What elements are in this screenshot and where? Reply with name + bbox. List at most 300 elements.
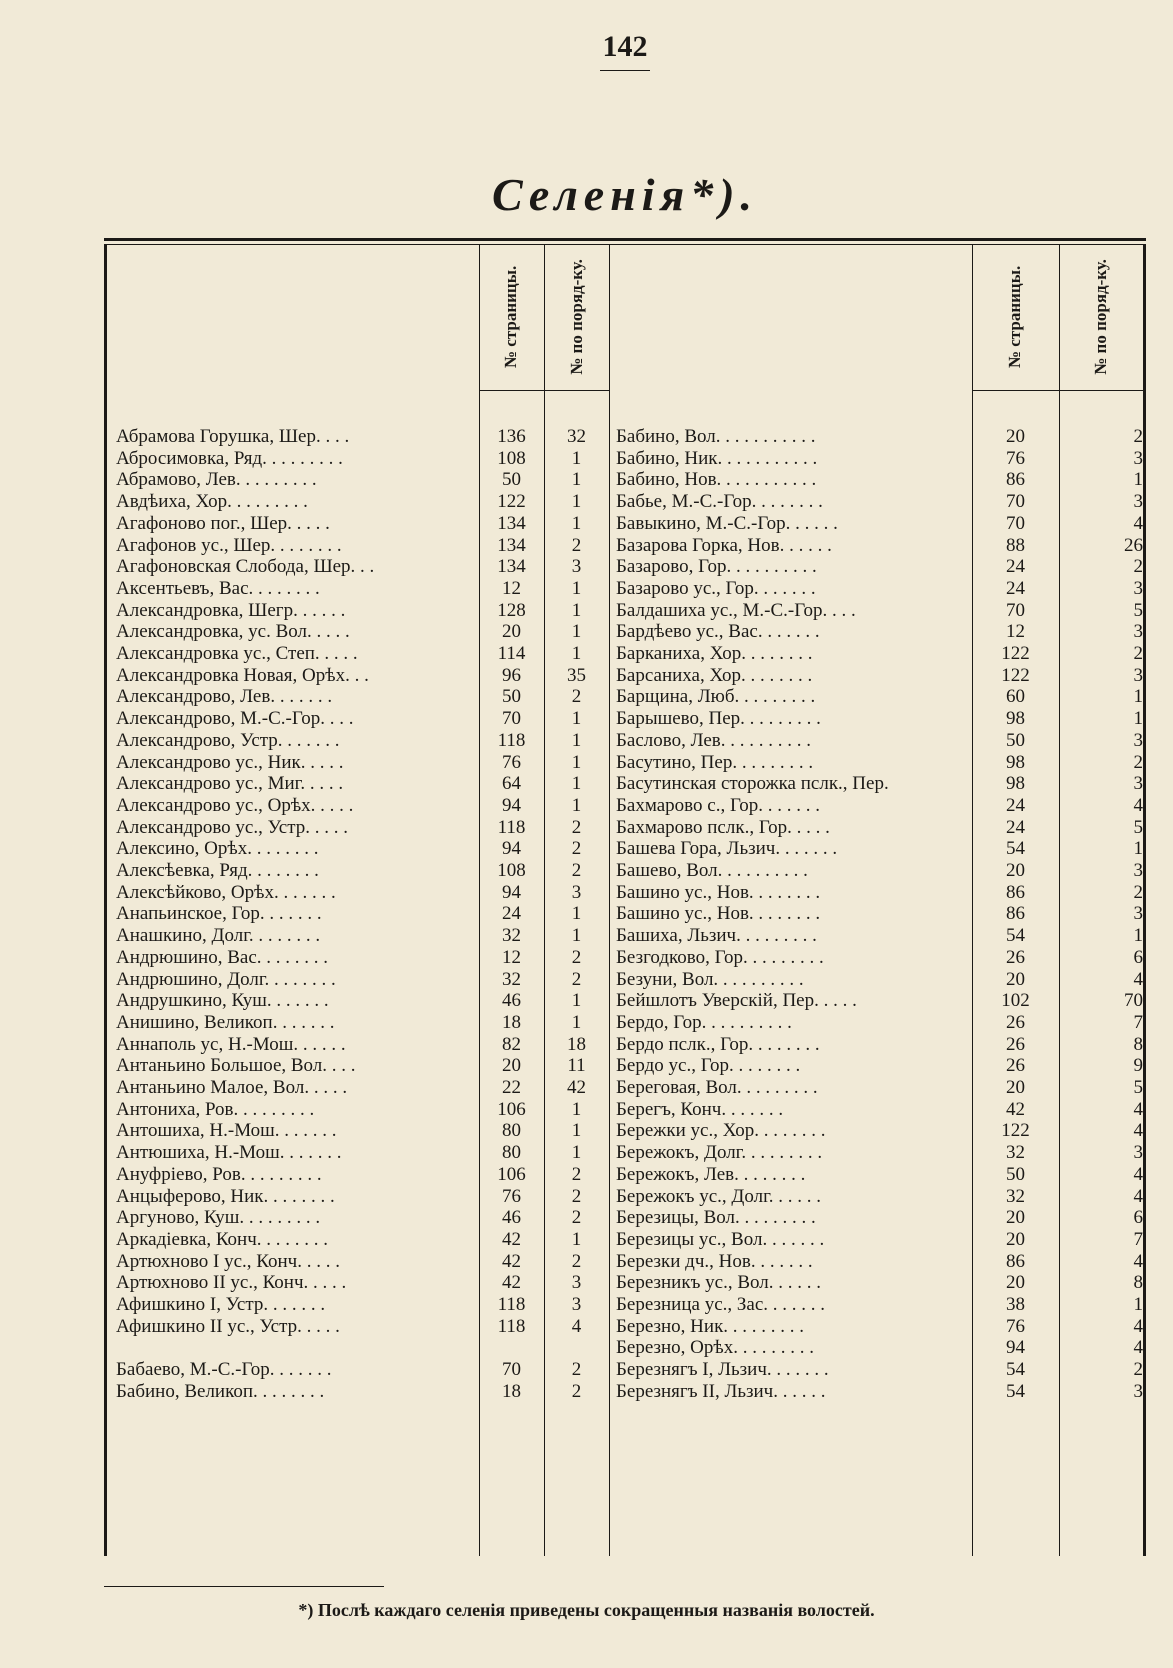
left-order-number: 1 bbox=[571, 599, 582, 621]
right-village-name: Безуни, Вол. . . . . . . . . . bbox=[616, 968, 804, 990]
right-village-name: Барышево, Пер. . . . . . . . . bbox=[616, 708, 821, 730]
right-village-name: Берегъ, Конч. . . . . . . bbox=[616, 1098, 784, 1120]
right-order-number: 5 bbox=[1133, 816, 1143, 838]
left-order-number: 1 bbox=[571, 512, 582, 534]
left-village-name: Артюхново II ус., Конч. . . . . bbox=[116, 1272, 347, 1294]
right-page-number: 20 bbox=[1006, 860, 1025, 881]
left-order-number: 1 bbox=[571, 469, 582, 491]
left-page-number: 118 bbox=[497, 816, 526, 838]
right-order-number: 4 bbox=[1133, 794, 1143, 816]
left-order-number: 1 bbox=[571, 447, 582, 469]
left-page-number: 114 bbox=[497, 643, 526, 664]
right-village-name: Бережокъ, Долг. . . . . . . . . bbox=[616, 1142, 823, 1164]
left-page-number: 80 bbox=[502, 1120, 521, 1142]
left-order-number: 2 bbox=[571, 946, 582, 968]
right-page-number: 54 bbox=[1006, 1359, 1025, 1381]
right-page-number: 12 bbox=[1006, 621, 1025, 643]
right-village-name: Балдашиха ус., М.-С.-Гор. . . . bbox=[616, 599, 856, 621]
right-village-name: Бережки ус., Хор. . . . . . . . bbox=[616, 1120, 826, 1142]
right-village-name: Бавыкино, М.-С.-Гор. . . . . . bbox=[616, 512, 838, 534]
right-order-number: 4 bbox=[1133, 1185, 1143, 1207]
left-village-name: Антаньино Малое, Вол. . . . . bbox=[116, 1077, 348, 1098]
right-order-number: 4 bbox=[1133, 1250, 1143, 1272]
table-row bbox=[104, 513, 1146, 535]
left-order-number: 1 bbox=[571, 1142, 582, 1164]
left-page-number: 12 bbox=[502, 577, 521, 599]
right-order-number: 4 bbox=[1133, 968, 1143, 990]
left-page-number: 76 bbox=[502, 1185, 521, 1207]
right-page-number: 24 bbox=[1006, 794, 1025, 816]
left-village-name: Александрово, М.-С.-Гор. . . . bbox=[116, 708, 354, 730]
right-page-number: 26 bbox=[1006, 1055, 1025, 1077]
table-row bbox=[104, 600, 1146, 622]
right-village-name: Башево, Вол. . . . . . . . . . bbox=[616, 860, 808, 881]
table-row bbox=[104, 1034, 1146, 1056]
table-row bbox=[104, 1251, 1146, 1273]
right-order-number: 70 bbox=[1124, 990, 1143, 1012]
left-village-name: Алексино, Орѣх. . . . . . . . bbox=[116, 838, 319, 860]
left-page-number: 134 bbox=[497, 512, 526, 534]
right-village-name: Базарово ус., Гор. . . . . . . bbox=[616, 577, 816, 599]
right-page-number: 38 bbox=[1006, 1294, 1025, 1315]
table-row bbox=[104, 860, 1146, 882]
left-order-number: 1 bbox=[571, 643, 582, 664]
left-page-number: 22 bbox=[502, 1077, 521, 1098]
left-order-number: 2 bbox=[571, 860, 582, 881]
table-row bbox=[104, 1337, 1146, 1359]
left-order-number: 2 bbox=[571, 968, 582, 990]
right-page-number: 70 bbox=[1006, 599, 1025, 621]
right-order-number: 3 bbox=[1133, 1380, 1143, 1402]
left-village-name: Аргуново, Куш. . . . . . . . . bbox=[116, 1207, 321, 1229]
right-order-number: 7 bbox=[1133, 1228, 1143, 1250]
table-row bbox=[104, 1229, 1146, 1251]
right-page-number: 94 bbox=[1006, 1337, 1025, 1359]
table-row bbox=[104, 1142, 1146, 1164]
table-row bbox=[104, 1272, 1146, 1294]
right-village-name: Бердо, Гор. . . . . . . . . . bbox=[616, 1011, 792, 1033]
header-left-order: № по поряд-ку. bbox=[566, 259, 586, 375]
right-order-number: 1 bbox=[1133, 925, 1143, 947]
village-index-table bbox=[104, 238, 1146, 1556]
table-row bbox=[104, 1012, 1146, 1034]
right-village-name: Базарово, Гор. . . . . . . . . . bbox=[616, 556, 817, 578]
header-left-page: № страницы. bbox=[501, 265, 521, 369]
right-village-name: Башино ус., Нов. . . . . . . . bbox=[616, 903, 821, 925]
right-village-name: Березникъ ус., Вол. . . . . . bbox=[616, 1272, 821, 1294]
left-page-number: 106 bbox=[497, 1098, 526, 1120]
right-page-number: 122 bbox=[1001, 664, 1030, 686]
left-village-name: Андрушкино, Куш. . . . . . . bbox=[116, 990, 329, 1012]
right-page-number: 32 bbox=[1006, 1142, 1025, 1164]
right-village-name: Барсаниха, Хор. . . . . . . . bbox=[616, 664, 813, 686]
left-page-number: 70 bbox=[502, 708, 521, 730]
page-number: 142 bbox=[602, 30, 648, 63]
right-page-number: 32 bbox=[1006, 1185, 1025, 1207]
right-order-number: 3 bbox=[1133, 729, 1143, 751]
right-page-number: 24 bbox=[1006, 816, 1025, 838]
right-page-number: 54 bbox=[1006, 925, 1025, 947]
left-village-name: Андрюшино, Вас. . . . . . . . bbox=[116, 946, 329, 968]
left-order-number: 18 bbox=[567, 1033, 586, 1055]
left-page-number: 94 bbox=[502, 838, 521, 860]
table-row bbox=[104, 1316, 1146, 1338]
right-village-name: Бердо пслк., Гор. . . . . . . . bbox=[616, 1033, 820, 1055]
right-page-number: 70 bbox=[1006, 491, 1025, 513]
table-row bbox=[104, 578, 1146, 600]
table-row bbox=[104, 1207, 1146, 1229]
right-village-name: Башева Гора, Льзич. . . . . . . bbox=[616, 838, 838, 860]
left-page-number: 46 bbox=[502, 990, 521, 1012]
left-village-name: Агафонов ус., Шер. . . . . . . . bbox=[116, 534, 342, 556]
right-order-number: 3 bbox=[1133, 577, 1143, 599]
left-page-number: 94 bbox=[502, 794, 521, 816]
right-village-name: Бабино, Нов. . . . . . . . . . . bbox=[616, 469, 817, 491]
table-row bbox=[104, 1077, 1146, 1099]
left-village-name: Антаньино Большое, Вол. . . . bbox=[116, 1055, 356, 1077]
right-village-name: Бабье, М.-С.-Гор. . . . . . . . bbox=[616, 491, 823, 513]
left-order-number: 1 bbox=[571, 1011, 582, 1033]
header-underline-left bbox=[479, 390, 609, 391]
table-row bbox=[104, 838, 1146, 860]
left-order-number: 2 bbox=[571, 1163, 582, 1185]
right-village-name: Басутинская сторожка пслк., Пер. bbox=[616, 773, 889, 795]
left-page-number: 42 bbox=[502, 1272, 521, 1294]
page-title: Селенія*). bbox=[491, 169, 759, 220]
right-order-number: 2 bbox=[1133, 556, 1143, 578]
footnote-rule bbox=[104, 1586, 384, 1587]
table-row bbox=[104, 947, 1146, 969]
right-page-number: 60 bbox=[1006, 686, 1025, 708]
right-page-number: 20 bbox=[1006, 1228, 1025, 1250]
right-page-number: 42 bbox=[1006, 1098, 1025, 1120]
table-row bbox=[104, 535, 1146, 557]
right-order-number: 4 bbox=[1133, 1098, 1143, 1120]
right-order-number: 1 bbox=[1133, 686, 1143, 708]
left-page-number: 108 bbox=[497, 447, 526, 469]
table-row bbox=[104, 1055, 1146, 1077]
left-page-number: 82 bbox=[502, 1033, 521, 1055]
right-order-number: 8 bbox=[1133, 1033, 1143, 1055]
right-order-number: 8 bbox=[1133, 1272, 1143, 1294]
left-village-name: Афишкино II ус., Устр. . . . . bbox=[116, 1315, 340, 1337]
left-village-name: Александровка, ус. Вол. . . . . bbox=[116, 621, 350, 643]
table-row bbox=[104, 1359, 1146, 1381]
left-order-number: 2 bbox=[571, 534, 582, 556]
right-village-name: Березно, Орѣх. . . . . . . . . bbox=[616, 1337, 814, 1359]
right-page-number: 98 bbox=[1006, 773, 1025, 795]
left-page-number: 50 bbox=[502, 686, 521, 708]
left-page-number: 12 bbox=[502, 946, 521, 968]
right-order-number: 4 bbox=[1133, 1120, 1143, 1142]
table-row bbox=[104, 925, 1146, 947]
table-row bbox=[104, 1186, 1146, 1208]
left-page-number: 64 bbox=[502, 773, 521, 795]
left-village-name: Александрово, Лев. . . . . . . bbox=[116, 686, 333, 708]
table-row bbox=[104, 1381, 1146, 1403]
right-village-name: Березнягъ I, Льзич. . . . . . . bbox=[616, 1359, 829, 1381]
table-row bbox=[104, 448, 1146, 470]
left-page-number: 50 bbox=[502, 469, 521, 491]
left-order-number: 1 bbox=[571, 491, 582, 513]
left-village-name: Анашкино, Долг. . . . . . . . bbox=[116, 925, 321, 947]
left-order-number: 2 bbox=[571, 1207, 582, 1229]
left-village-name: Бабино, Великоп. . . . . . . . bbox=[116, 1380, 325, 1402]
left-village-name: Антюшиха, Н.-Мош. . . . . . . bbox=[116, 1142, 342, 1164]
right-village-name: Березница ус., Зас. . . . . . . bbox=[616, 1294, 826, 1315]
right-order-number: 1 bbox=[1133, 1294, 1143, 1315]
left-village-name: Абрамово, Лев. . . . . . . . . bbox=[116, 469, 317, 491]
left-order-number: 1 bbox=[571, 773, 582, 795]
table-top-rule bbox=[104, 238, 1146, 241]
left-order-number: 1 bbox=[571, 729, 582, 751]
left-village-name: Авдѣиха, Хор. . . . . . . . . bbox=[116, 491, 308, 513]
right-page-number: 20 bbox=[1006, 1207, 1025, 1229]
right-order-number: 9 bbox=[1133, 1055, 1143, 1077]
left-village-name: Александрово ус., Орѣх. . . . . bbox=[116, 794, 354, 816]
left-order-number: 1 bbox=[571, 1120, 582, 1142]
table-row bbox=[104, 882, 1146, 904]
left-page-number: 76 bbox=[502, 751, 521, 773]
left-order-number: 1 bbox=[571, 1098, 582, 1120]
table-row bbox=[104, 708, 1146, 730]
left-page-number: 128 bbox=[497, 599, 526, 621]
right-order-number: 4 bbox=[1133, 1163, 1143, 1185]
left-page-number: 108 bbox=[497, 860, 526, 881]
left-order-number: 1 bbox=[571, 751, 582, 773]
right-order-number: 3 bbox=[1133, 903, 1143, 925]
table-row bbox=[104, 990, 1146, 1012]
table-row bbox=[104, 730, 1146, 752]
left-village-name: Антониха, Ров. . . . . . . . . bbox=[116, 1098, 315, 1120]
right-page-number: 20 bbox=[1006, 968, 1025, 990]
left-page-number: 20 bbox=[502, 621, 521, 643]
right-page-number: 50 bbox=[1006, 1163, 1025, 1185]
left-village-name: Алексѣйково, Орѣх. . . . . . . bbox=[116, 881, 336, 903]
left-village-name: Аннаполь ус, Н.-Мош. . . . . . bbox=[116, 1033, 346, 1055]
right-page-number: 76 bbox=[1006, 447, 1025, 469]
left-order-number: 3 bbox=[571, 881, 582, 903]
left-order-number: 2 bbox=[571, 686, 582, 708]
left-village-name: Александрово ус., Устр. . . . . bbox=[116, 816, 348, 838]
right-page-number: 86 bbox=[1006, 1250, 1025, 1272]
left-village-name: Афишкино I, Устр. . . . . . . bbox=[116, 1294, 326, 1315]
right-order-number: 5 bbox=[1133, 599, 1143, 621]
left-order-number: 1 bbox=[571, 794, 582, 816]
right-village-name: Бабино, Ник. . . . . . . . . . . bbox=[616, 447, 818, 469]
left-page-number: 18 bbox=[502, 1011, 521, 1033]
right-order-number: 3 bbox=[1133, 860, 1143, 881]
right-village-name: Бердо ус., Гор. . . . . . . . bbox=[616, 1055, 801, 1077]
right-page-number: 54 bbox=[1006, 1380, 1025, 1402]
left-order-number: 4 bbox=[571, 1315, 582, 1337]
right-order-number: 2 bbox=[1133, 426, 1143, 447]
left-village-name: Бабаево, М.-С.-Гор. . . . . . . bbox=[116, 1359, 332, 1381]
left-village-name: Александрово ус., Миг. . . . . bbox=[116, 773, 344, 795]
left-village-name: Ануфріево, Ров. . . . . . . . . bbox=[116, 1163, 322, 1185]
left-order-number: 1 bbox=[571, 1228, 582, 1250]
left-order-number: 1 bbox=[571, 708, 582, 730]
right-order-number: 3 bbox=[1133, 447, 1143, 469]
right-order-number: 3 bbox=[1133, 491, 1143, 513]
right-village-name: Березицы ус., Вол. . . . . . . bbox=[616, 1228, 825, 1250]
right-page-number: 26 bbox=[1006, 1033, 1025, 1055]
left-page-number: 136 bbox=[497, 426, 526, 447]
right-page-number: 98 bbox=[1006, 708, 1025, 730]
right-village-name: Бережокъ ус., Долг. . . . . . bbox=[616, 1185, 822, 1207]
left-village-name: Абросимовка, Ряд. . . . . . . . . bbox=[116, 447, 343, 469]
right-village-name: Березнягъ II, Льзич. . . . . . bbox=[616, 1380, 826, 1402]
left-village-name: Агафоново пог., Шер. . . . . bbox=[116, 512, 330, 534]
left-village-name: Александрово, Устр. . . . . . . bbox=[116, 729, 340, 751]
left-village-name: Алексѣевка, Ряд. . . . . . . . bbox=[116, 860, 319, 881]
table-row bbox=[104, 665, 1146, 687]
right-village-name: Басутино, Пер. . . . . . . . . bbox=[616, 751, 814, 773]
left-order-number: 35 bbox=[567, 664, 586, 686]
right-order-number: 1 bbox=[1133, 469, 1143, 491]
right-page-number: 102 bbox=[1001, 990, 1030, 1012]
right-page-number: 54 bbox=[1006, 838, 1025, 860]
left-page-number: 42 bbox=[502, 1250, 521, 1272]
left-village-name: Андрюшино, Долг. . . . . . . . bbox=[116, 968, 336, 990]
left-village-name: Александрово ус., Ник. . . . . bbox=[116, 751, 344, 773]
right-page-number: 20 bbox=[1006, 1077, 1025, 1098]
right-order-number: 3 bbox=[1133, 664, 1143, 686]
right-page-number: 50 bbox=[1006, 729, 1025, 751]
left-page-number: 32 bbox=[502, 968, 521, 990]
left-village-name: Александровка Новая, Орѣх. . . bbox=[116, 664, 369, 686]
table-row bbox=[104, 621, 1146, 643]
table-row bbox=[104, 1294, 1146, 1316]
left-order-number: 3 bbox=[571, 1272, 582, 1294]
left-order-number: 3 bbox=[571, 556, 582, 578]
right-page-number: 88 bbox=[1006, 534, 1025, 556]
left-order-number: 2 bbox=[571, 816, 582, 838]
right-village-name: Башиха, Льзич. . . . . . . . . bbox=[616, 925, 817, 947]
left-order-number: 1 bbox=[571, 990, 582, 1012]
left-page-number: 70 bbox=[502, 1359, 521, 1381]
left-order-number: 2 bbox=[571, 838, 582, 860]
left-village-name: Абрамова Горушка, Шер. . . . bbox=[116, 426, 350, 447]
right-village-name: Баслово, Лев. . . . . . . . . . bbox=[616, 729, 812, 751]
footnote: *) Послѣ каждаго селенія приведены сокращенныя названія волостей. bbox=[298, 1600, 875, 1620]
left-order-number: 1 bbox=[571, 577, 582, 599]
left-order-number: 2 bbox=[571, 1359, 582, 1381]
right-order-number: 4 bbox=[1133, 512, 1143, 534]
right-village-name: Бейшлотъ Уверскій, Пер. . . . . bbox=[616, 990, 857, 1012]
left-order-number: 3 bbox=[571, 1294, 582, 1315]
left-village-name: Александровка, Шегр. . . . . . bbox=[116, 599, 346, 621]
right-village-name: Бардѣево ус., Вас. . . . . . . bbox=[616, 621, 820, 643]
right-order-number: 4 bbox=[1133, 1337, 1143, 1359]
left-page-number: 122 bbox=[497, 491, 526, 513]
right-page-number: 86 bbox=[1006, 469, 1025, 491]
left-page-number: 118 bbox=[497, 1315, 526, 1337]
table-row bbox=[104, 795, 1146, 817]
right-page-number: 122 bbox=[1001, 1120, 1030, 1142]
left-page-number: 18 bbox=[502, 1380, 521, 1402]
right-village-name: Барканиха, Хор. . . . . . . . bbox=[616, 643, 813, 664]
left-page-number: 94 bbox=[502, 881, 521, 903]
table-row bbox=[104, 469, 1146, 491]
header-right-order: № по поряд-ку. bbox=[1091, 259, 1111, 375]
table-row bbox=[104, 1120, 1146, 1142]
right-order-number: 7 bbox=[1133, 1011, 1143, 1033]
left-page-number: 106 bbox=[497, 1163, 526, 1185]
right-page-number: 20 bbox=[1006, 426, 1025, 447]
right-village-name: Березно, Ник. . . . . . . . . bbox=[616, 1315, 805, 1337]
left-village-name: Александровка ус., Степ. . . . . bbox=[116, 643, 358, 664]
right-order-number: 1 bbox=[1133, 708, 1143, 730]
right-village-name: Бабино, Вол. . . . . . . . . . . bbox=[616, 426, 816, 447]
right-order-number: 2 bbox=[1133, 881, 1143, 903]
left-village-name: Анапьинское, Гор. . . . . . . bbox=[116, 903, 322, 925]
left-page-number: 32 bbox=[502, 925, 521, 947]
right-order-number: 4 bbox=[1133, 1315, 1143, 1337]
right-village-name: Башино ус., Нов. . . . . . . . bbox=[616, 881, 821, 903]
left-order-number: 32 bbox=[567, 426, 586, 447]
right-order-number: 2 bbox=[1133, 751, 1143, 773]
left-village-name: Анишино, Великоп. . . . . . . bbox=[116, 1011, 335, 1033]
right-order-number: 3 bbox=[1133, 1142, 1143, 1164]
left-village-name: Анцыферово, Ник. . . . . . . . bbox=[116, 1185, 335, 1207]
right-page-number: 70 bbox=[1006, 512, 1025, 534]
header-right-page: № страницы. bbox=[1005, 265, 1025, 369]
left-order-number: 1 bbox=[571, 925, 582, 947]
right-village-name: Безгодково, Гор. . . . . . . . . bbox=[616, 946, 824, 968]
left-order-number: 1 bbox=[571, 621, 582, 643]
right-village-name: Березки дч., Нов. . . . . . . bbox=[616, 1250, 813, 1272]
right-village-name: Бережокъ, Лев. . . . . . . . bbox=[616, 1163, 806, 1185]
left-page-number: 118 bbox=[497, 1294, 526, 1315]
table-row bbox=[104, 752, 1146, 774]
left-page-number: 24 bbox=[502, 903, 521, 925]
left-village-name: Антошиха, Н.-Мош. . . . . . . bbox=[116, 1120, 337, 1142]
right-order-number: 2 bbox=[1133, 1359, 1143, 1381]
right-village-name: Барщина, Люб. . . . . . . . . bbox=[616, 686, 816, 708]
table-row bbox=[104, 903, 1146, 925]
left-village-name: Аксентьевъ, Вас. . . . . . . . bbox=[116, 577, 320, 599]
left-order-number: 2 bbox=[571, 1250, 582, 1272]
left-village-name: Артюхново I ус., Конч. . . . . bbox=[116, 1250, 340, 1272]
table-row bbox=[104, 491, 1146, 513]
left-page-number: 96 bbox=[502, 664, 521, 686]
right-order-number: 3 bbox=[1133, 621, 1143, 643]
left-page-number: 46 bbox=[502, 1207, 521, 1229]
table-row bbox=[104, 686, 1146, 708]
right-village-name: Береговая, Вол. . . . . . . . . bbox=[616, 1077, 818, 1098]
right-page-number: 24 bbox=[1006, 556, 1025, 578]
left-village-name: Агафоновская Слобода, Шер. . . bbox=[116, 556, 375, 578]
right-page-number: 26 bbox=[1006, 1011, 1025, 1033]
table-row bbox=[104, 817, 1146, 839]
table-row bbox=[104, 426, 1146, 448]
table-row bbox=[104, 1099, 1146, 1121]
right-page-number: 26 bbox=[1006, 946, 1025, 968]
right-order-number: 1 bbox=[1133, 838, 1143, 860]
table-row bbox=[104, 969, 1146, 991]
right-order-number: 5 bbox=[1133, 1077, 1143, 1098]
table-row bbox=[104, 556, 1146, 578]
right-order-number: 6 bbox=[1133, 1207, 1143, 1229]
left-page-number: 134 bbox=[497, 556, 526, 578]
right-order-number: 6 bbox=[1133, 946, 1143, 968]
right-village-name: Бахмарово с., Гор. . . . . . . bbox=[616, 794, 821, 816]
table-row bbox=[104, 1164, 1146, 1186]
right-page-number: 76 bbox=[1006, 1315, 1025, 1337]
right-order-number: 2 bbox=[1133, 643, 1143, 664]
right-page-number: 86 bbox=[1006, 881, 1025, 903]
